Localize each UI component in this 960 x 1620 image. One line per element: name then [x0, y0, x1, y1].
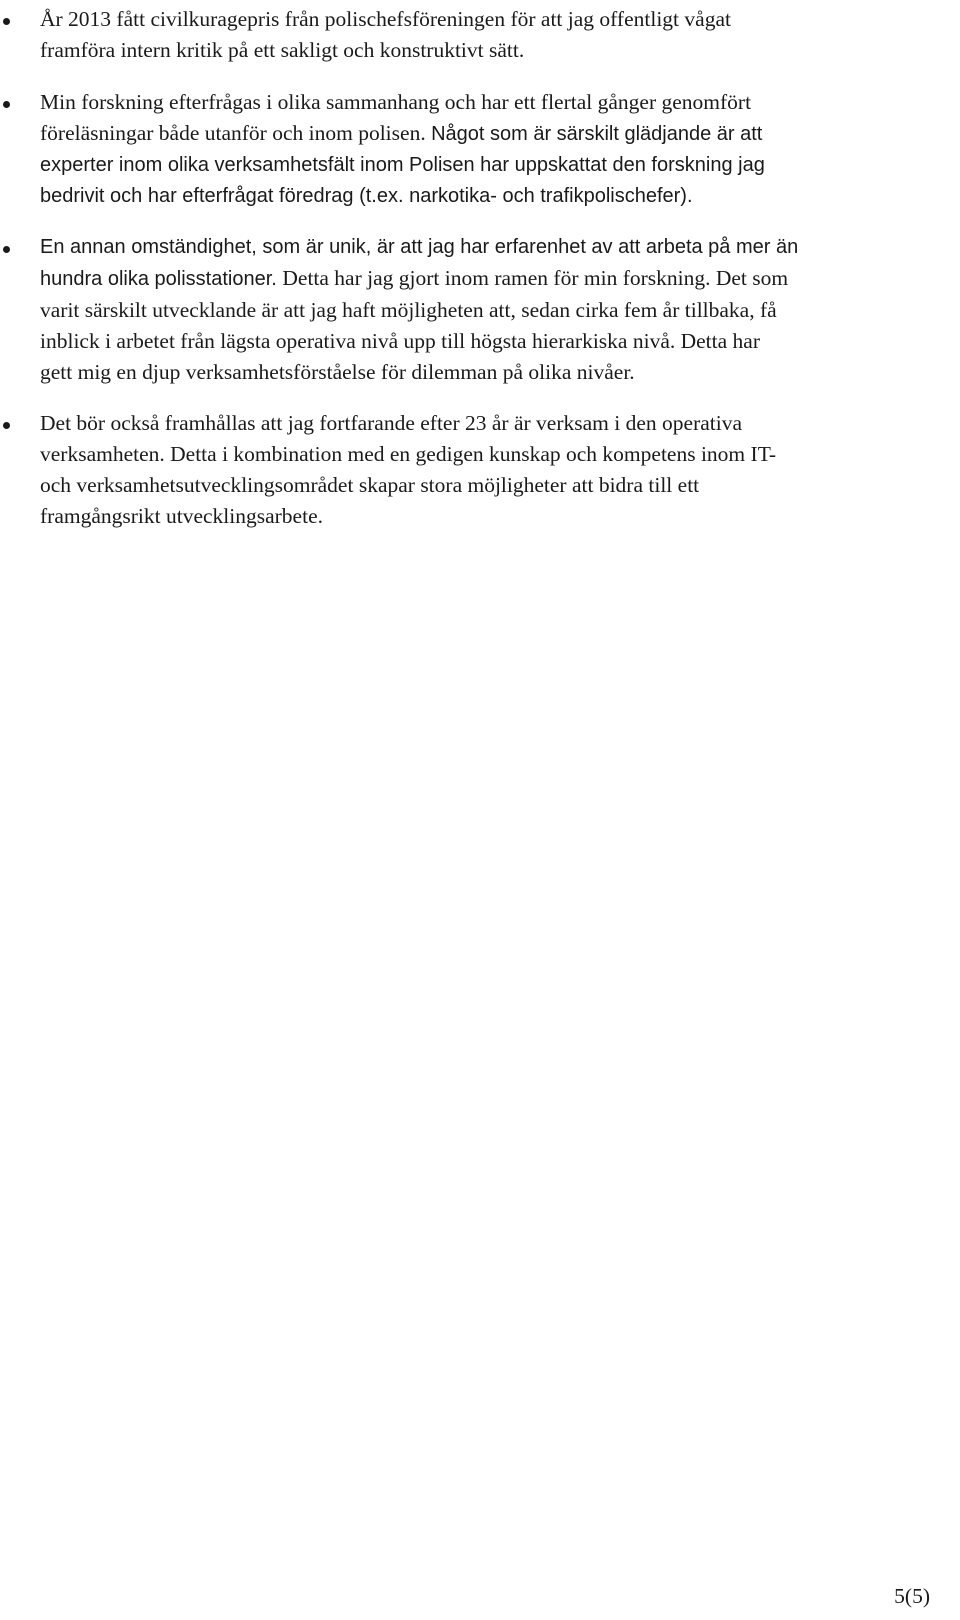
text-line	[40, 150, 930, 181]
page-number: 5(5)	[894, 1584, 930, 1608]
text-run: En annan omständighet, som är unik, är att jag har erfarenhet av att arbeta på mer än	[40, 236, 799, 258]
text-run: framgångsrikt utvecklingsarbete.	[40, 504, 323, 528]
bullet-text	[40, 232, 930, 388]
bullet-dot-icon	[3, 246, 10, 253]
text-line	[40, 470, 930, 501]
text-line	[40, 4, 930, 35]
text-run: Min forskning efterfrågas i olika sammanhang och har ett flertal gånger genomfört	[40, 90, 752, 114]
text-run: inblick i arbetet från lägsta operativa nivå upp till högsta hierarkiska nivå. Detta har	[40, 329, 760, 353]
text-run: och verksamhetsutvecklingsområdet skapar stora möjligheter att bidra till ett	[40, 473, 700, 497]
text-line	[40, 181, 930, 212]
text-run: Det bör också framhållas att jag fortfarande efter 23 år är verksam i den operativa	[40, 411, 743, 435]
text-run: År 2013 fått civilkuragepris från polischefsföreningen för att jag offentligt vågat	[40, 7, 731, 31]
text-run: framföra intern kritik på ett sakligt och konstruktivt sätt.	[40, 38, 525, 62]
text-line	[40, 118, 930, 150]
text-run: Något som är särskilt glädjande är att	[431, 123, 763, 145]
text-run: Detta har jag gjort inom ramen för min forskning. Det som	[282, 266, 789, 290]
text-run: föreläsningar både utanför och inom polisen.	[40, 121, 432, 145]
text-line	[40, 87, 930, 118]
text-run: hundra olika polisstationer.	[40, 268, 283, 290]
text-line	[40, 326, 930, 357]
text-line	[40, 408, 930, 439]
text-line	[40, 501, 930, 532]
text-line	[40, 232, 930, 263]
bullet-dot-icon	[3, 422, 10, 429]
text-run: gett mig en djup verksamhetsförståelse för dilemman på olika nivåer.	[40, 360, 635, 384]
text-line	[40, 439, 930, 470]
bullet-text	[40, 4, 930, 66]
text-run: verksamheten. Detta i kombination med en gedigen kunskap och kompetens inom IT-	[40, 442, 777, 466]
text-line	[40, 263, 930, 295]
text-run: varit särskilt utvecklande är att jag haft möjligheten att, sedan cirka fem år tillbaka, få	[40, 298, 777, 322]
bullet-dot-icon	[3, 101, 10, 108]
bullet-dot-icon	[3, 18, 10, 25]
bullet-text	[40, 408, 930, 532]
text-line	[40, 357, 930, 388]
text-run: bedrivit och har efterfrågat föredrag (t.ex. narkotika- och trafikpolischefer).	[40, 185, 693, 207]
text-run: experter inom olika verksamhetsfält inom Polisen har uppskattat den forskning jag	[40, 154, 765, 176]
bullet-text	[40, 87, 930, 212]
text-line	[40, 35, 930, 66]
text-line	[40, 295, 930, 326]
